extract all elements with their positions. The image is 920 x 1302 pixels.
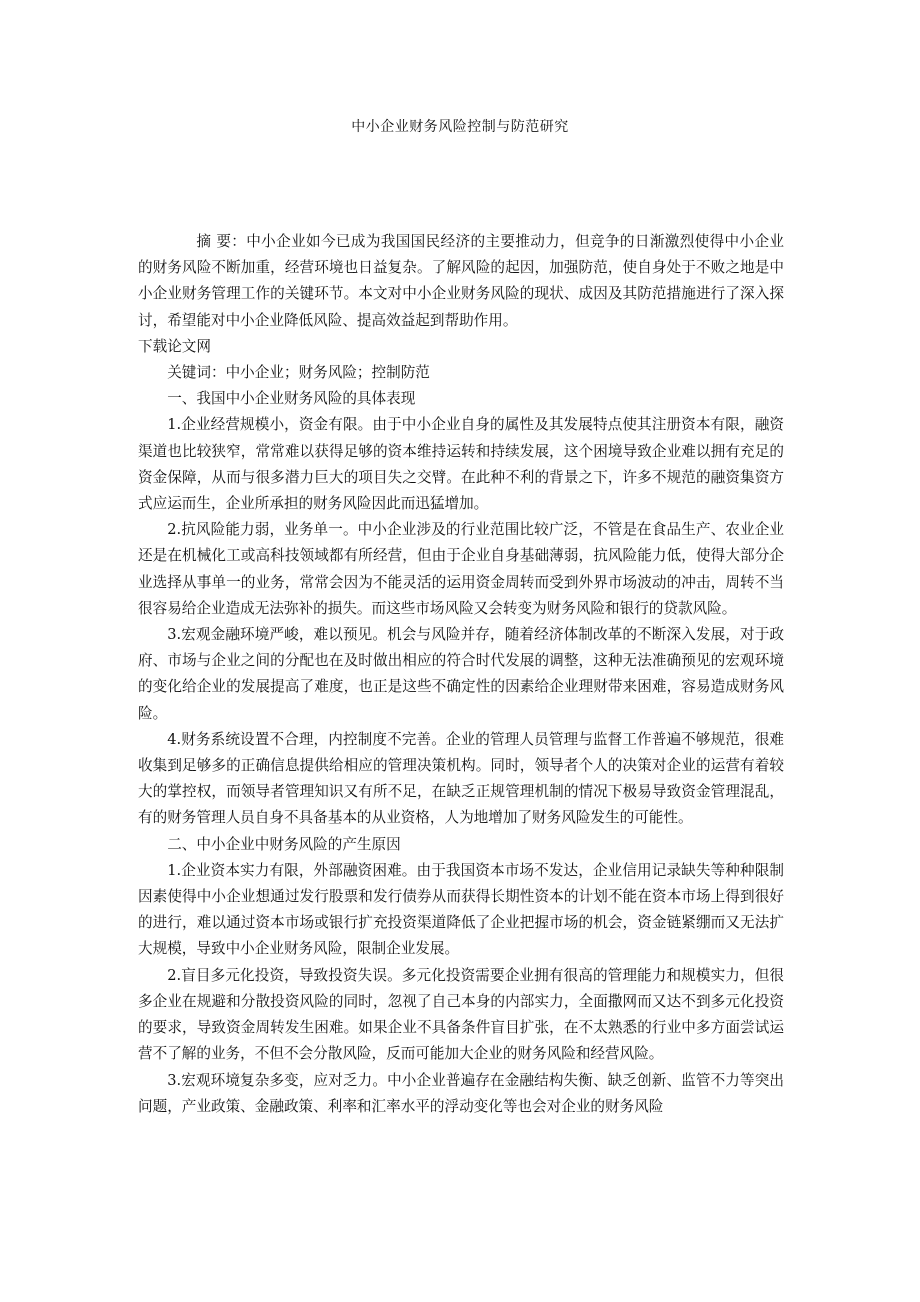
section-heading-1: 一、我国中小企业财务风险的具体表现 — [167, 390, 416, 408]
abstract-label: 摘 要： — [196, 233, 247, 250]
paragraph-1-3: 3.宏观金融环境严峻，难以预见。机会与风险并存，随着经济体制改革的不断深入发展，对于政府、市场与企业之间的分配也在及时做出相应的符合时代发展的调整，这种无法准确预见的宏观环境的变化给企业的发展提高了难度，也正是这些不确定性的因素给企业理财带来困难，容易造成财务风险。 — [138, 626, 784, 722]
document-title: 中小企业财务风险控制与防范研究 — [351, 119, 569, 135]
source-note: 下载论文网 — [138, 337, 211, 355]
paragraph-1-4: 4.财务系统设置不合理，内控制度不完善。企业的管理人员管理与监督工作普遍不够规范，很难收集到足够多的正确信息提供给相应的管理决策机构。同时，领导者个人的决策对企业的运营有着较大的掌控权，而领导者管理知识又有所不足，在缺乏正规管理机制的情况下极易导致资金管理混乱，有的财务管理人员自身不具备基本的从业资格，人为地增加了财务风险发生的可能性。 — [138, 730, 784, 827]
paragraph-2-1: 1.企业资本实力有限，外部融资困难。由于我国资本市场不发达，企业信用记录缺失等种种限制因素使得中小企业想通过发行股票和发行债券从而获得长期性资本的计划不能在资本市场上得到很好的进行，难以通过资本市场或银行扩充投资渠道降低了企业把握市场的机会，资金链紧绷而又无法扩大规模，导致中小企业财务风险，限制企业发展。 — [138, 861, 784, 958]
section-heading-2: 二、中小企业中财务风险的产生原因 — [167, 835, 401, 853]
paragraph-2-3: 3.宏观环境复杂多变，应对乏力。中小企业普遍存在金融结构失衡、缺乏创新、监管不力等突出问题，产业政策、金融政策、利率和汇率水平的浮动变化等也会对企业的财务风险 — [138, 1071, 784, 1115]
paragraph-2-2: 2.盲目多元化投资，导致投资失误。多元化投资需要企业拥有很高的管理能力和规模实力，但很多企业在规避和分散投资风险的同时，忽视了自己本身的内部实力，全面撒网而又达不到多元化投资的要求，导致资金周转发生困难。如果企业不具备条件盲目扩张，在不太熟悉的行业中多方面尝试运营不了解的业务，不但不会分散风险，反而可能加大企业的财务风险和经营风险。 — [138, 966, 784, 1063]
document-body — [138, 229, 784, 1120]
paragraph-1-1: 1.企业经营规模小，资金有限。由于中小企业自身的属性及其发展特点使其注册资本有限，融资渠道也比较狭窄，常常难以获得足够的资本维持运转和持续发展，这个困境导致企业难以拥有充足的资金保障，从而与很多潜力巨大的项目失之交臂。在此种不利的背景之下，许多不规范的融资集资方式应运而生，企业所承担的财务风险因此而迅猛增加。 — [138, 416, 784, 513]
paragraph-1-2: 2.抗风险能力弱，业务单一。中小企业涉及的行业范围比较广泛，不管是在食品生产、农业企业还是在机械化工或高科技领域都有所经营，但由于企业自身基础薄弱，抗风险能力低，使得大部分企业选择从事单一的业务，常常会因为不能灵活的运用资金周转而受到外界市场波动的冲击，周转不当很容易给企业造成无法弥补的损失。而这些市场风险又会转变为财务风险和银行的贷款风险。 — [138, 521, 784, 617]
abstract-paragraph — [138, 229, 784, 334]
keywords: 关键词：中小企业；财务风险；控制防范 — [167, 364, 430, 382]
abstract-text: 中小企业如今已成为我国国民经济的主要推动力，但竞争的日渐激烈使得中小企业的财务风险不断加重，经营环境也日益复杂。了解风险的起因，加强防范，使自身处于不败之地是中小企业财务管理工作的关键环节。本文对中小企业财务风险的现状、成因及其防范措施进行了深入探讨，希望能对中小企业降低风险、提高效益起到帮助作用。 — [138, 233, 784, 329]
